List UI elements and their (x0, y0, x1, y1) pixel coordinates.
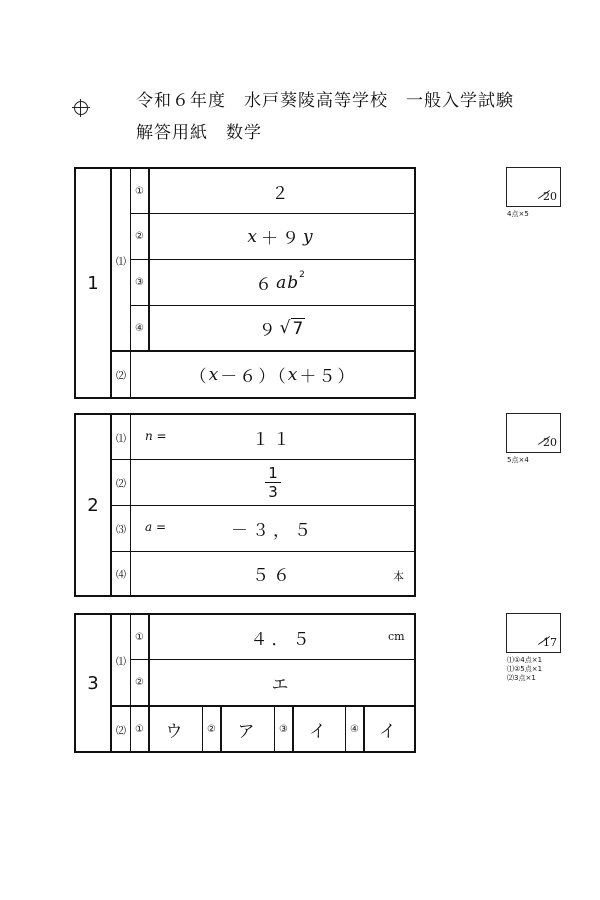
answer-2-4: ５６ (252, 566, 294, 586)
unit-label: 本 (393, 570, 404, 583)
unit-label: cm (388, 630, 405, 643)
answer-prefix: a = (145, 520, 167, 534)
answer-3-1-1: ４．５ (250, 629, 314, 650)
score-box-1 (506, 167, 561, 207)
answer-2-3: －３，５ (231, 521, 315, 541)
registration-mark-icon (74, 101, 88, 115)
score-box-2 (506, 413, 561, 453)
exam-subtitle: 解答用紙 数学 (136, 123, 262, 143)
item-label: ② (135, 677, 144, 688)
answer-1-1-2: x ＋９ y (247, 226, 317, 249)
section-1-number: 1 (87, 272, 99, 294)
score-note-2: 5点×4 (507, 456, 529, 464)
answer-1-1-3: ６ ab $^2$ (255, 270, 309, 295)
item-label: ③ (279, 723, 288, 735)
answer-2-1: １１ (252, 429, 294, 450)
answer-3-2-4: イ (379, 721, 400, 742)
score-note-3-line-1: ⑴①4点×1 (507, 656, 543, 664)
item-label: ① (135, 185, 144, 197)
answer-3-2-1: ウ (165, 721, 187, 742)
item-label: ② (207, 723, 216, 735)
item-label: ① (135, 631, 144, 643)
score-denominator: 20 (543, 436, 557, 449)
score-denominator: 17 (543, 636, 557, 649)
item-label: ⑵ (116, 479, 126, 490)
item-label: ② (135, 231, 144, 242)
fraction-numerator: 1 (268, 464, 278, 482)
answer-1-2: （ x －６）（ x ＋５） (189, 364, 357, 387)
score-note-3-line-2: ⑴②5点×1 (507, 665, 543, 673)
answer-2-2 (132, 460, 414, 505)
section-3-number: 3 (87, 672, 99, 694)
answer-3-2-3: イ (309, 721, 330, 742)
section-1-sub2-label: ⑵ (116, 371, 126, 382)
item-label: ① (135, 723, 144, 735)
section-2-number: 2 (87, 494, 99, 516)
item-label: ④ (350, 723, 359, 735)
answer-1-1-4: ９ √ 7 (258, 318, 304, 341)
item-label: ④ (135, 322, 144, 334)
section-3-sub1-label: ⑴ (116, 656, 126, 668)
score-box-3 (506, 613, 561, 653)
item-label: ⑶ (116, 525, 126, 536)
answer-3-2-2: ア (237, 721, 259, 742)
item-label: ⑷ (116, 570, 126, 581)
item-label: ⑴ (116, 433, 126, 445)
item-label: ③ (135, 277, 144, 288)
answer-1-1-1: ２ (271, 183, 293, 204)
section-3-sub2-label: ⑵ (116, 725, 126, 737)
score-note-1: 4点×5 (507, 210, 529, 218)
fraction-denominator: 3 (268, 483, 278, 501)
score-note-3-line-3: ⑵3点×1 (507, 674, 536, 682)
answer-prefix: n = (145, 429, 167, 443)
exam-title: 令和６年度 水戸葵陵高等学校 一般入学試験 (136, 91, 514, 111)
section-1-sub1-label: ⑴ (116, 256, 126, 268)
score-denominator: 20 (543, 190, 557, 203)
answer-3-1-2: エ (271, 675, 293, 695)
